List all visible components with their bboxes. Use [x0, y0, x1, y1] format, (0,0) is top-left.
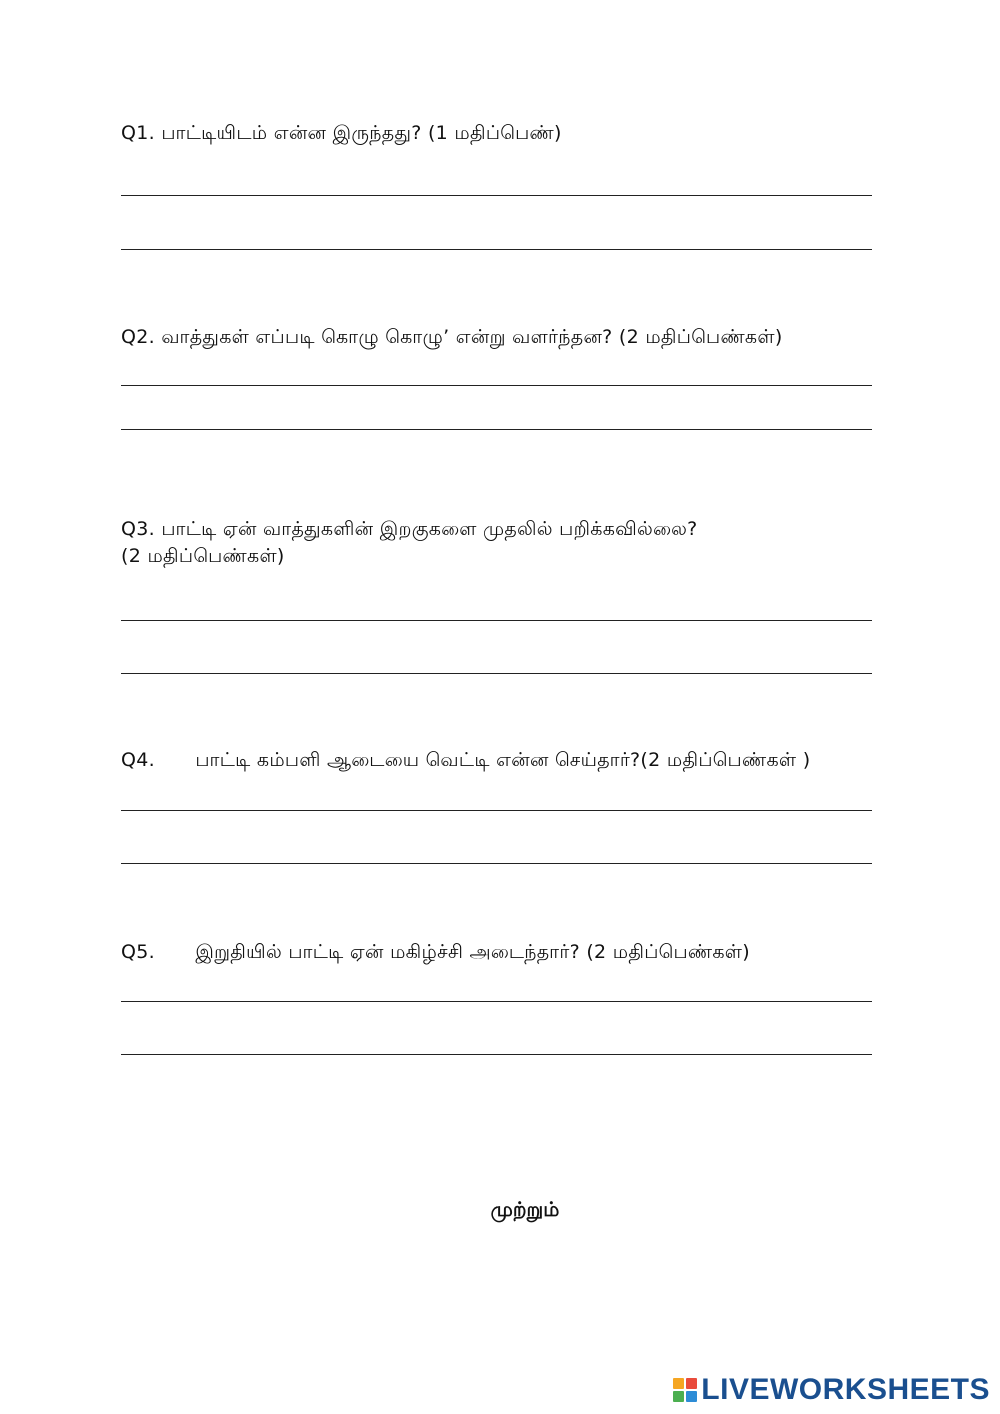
logo-cell: [673, 1391, 684, 1402]
brand-name: LIVEWORKSHEETS: [701, 1373, 990, 1406]
answer-line-q1-1[interactable]: [121, 195, 872, 196]
logo-cell: [673, 1378, 684, 1389]
answer-line-q5-1[interactable]: [121, 1001, 872, 1002]
answer-line-q5-2[interactable]: [121, 1054, 872, 1055]
question-4-text: பாட்டி கம்பளி ஆடையை வெட்டி என்ன செய்தார்?(2 மதிப்பெண்கள் ): [195, 749, 811, 771]
question-1-number: Q1.: [121, 122, 155, 144]
question-2-number: Q2.: [121, 326, 155, 348]
question-3-number: Q3.: [121, 518, 155, 540]
question-1: [121, 119, 562, 147]
question-3-text: பாட்டி ஏன் வாத்துகளின் இறகுகளை முதலில் பறிக்கவில்லை?: [161, 518, 698, 540]
question-5-text: இறுதியில் பாட்டி ஏன் மகிழ்ச்சி அடைந்தார்? (2 மதிப்பெண்கள்): [195, 941, 750, 963]
answer-line-q4-1[interactable]: [121, 810, 872, 811]
question-3-marks: (2 மதிப்பெண்கள்): [121, 545, 285, 567]
finish-text: முற்றும்: [490, 1197, 560, 1221]
liveworksheets-logo-icon: [673, 1378, 697, 1402]
answer-line-q3-2[interactable]: [121, 673, 872, 674]
question-3-line2: [121, 542, 285, 570]
answer-line-q1-2[interactable]: [121, 249, 872, 250]
question-2-text: வாத்துகள் எப்படி கொழு கொழு’ என்று வளர்ந்தன? (2 மதிப்பெண்கள்): [161, 326, 783, 348]
answer-line-q2-1[interactable]: [121, 385, 872, 386]
question-2: [121, 323, 783, 351]
logo-cell: [686, 1391, 697, 1402]
logo-cell: [686, 1378, 697, 1389]
liveworksheets-brand: [673, 1372, 990, 1408]
question-5: [121, 938, 750, 966]
question-3: [121, 515, 698, 543]
answer-line-q4-2[interactable]: [121, 863, 872, 864]
question-4-number: Q4.: [121, 749, 155, 771]
question-5-number: Q5.: [121, 941, 155, 963]
answer-line-q2-2[interactable]: [121, 429, 872, 430]
question-1-text: பாட்டியிடம் என்ன இருந்தது? (1 மதிப்பெண்): [161, 122, 562, 144]
question-4: [121, 746, 810, 774]
answer-line-q3-1[interactable]: [121, 620, 872, 621]
